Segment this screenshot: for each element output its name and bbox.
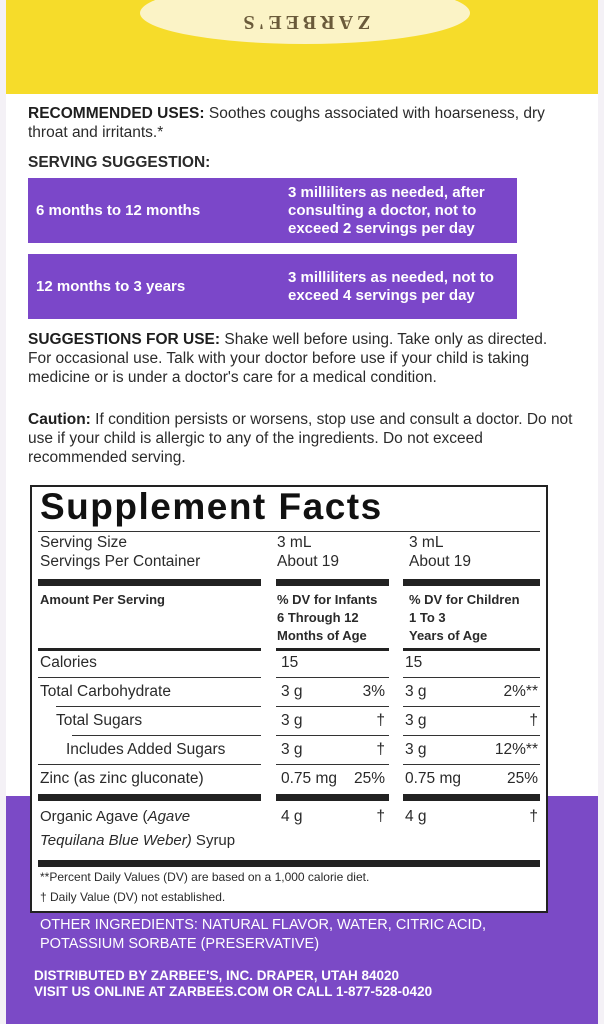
col2-dv: 12%**: [494, 741, 538, 758]
caution-label: Caution:: [28, 411, 91, 428]
other-ingredients: OTHER INGREDIENTS: NATURAL FLAVOR, WATER, CITRIC ACID, POTASSIUM SORBATE (PRESERVATIVE): [40, 917, 487, 952]
distributed-by: DISTRIBUTED BY ZARBEE'S, INC. DRAPER, UTAH 84020: [34, 968, 400, 983]
rule: [38, 648, 261, 651]
col2-header-line: % DV for Children: [409, 592, 520, 607]
suggestions-for-use: [28, 330, 574, 387]
supplement-facts-panel: [30, 485, 548, 913]
serving-amount: 3 milliliters as needed, not to exceed 4 servings per day: [288, 268, 494, 304]
agave-text: Organic Agave (: [40, 808, 148, 825]
nutrient-name: Total Sugars: [56, 712, 143, 729]
agave-text: Syrup: [191, 832, 236, 849]
col2-header-line: Years of Age: [409, 628, 488, 643]
divider: [276, 764, 389, 765]
col1-dv: 3%: [362, 683, 385, 700]
divider: [403, 735, 540, 736]
serving-row: [28, 178, 517, 243]
divider: [38, 677, 261, 678]
visit-us: VISIT US ONLINE AT ZARBEES.COM OR CALL 1-877-528-0420: [34, 984, 433, 999]
nutrient-name: Total Carbohydrate: [40, 683, 171, 700]
agave-italic: Agave: [147, 808, 191, 825]
col2-amount: 15: [405, 654, 423, 671]
col1-dv: †: [376, 808, 385, 825]
serving-age: 12 months to 3 years: [36, 278, 186, 295]
thick-rule: [403, 794, 540, 801]
thick-rule: [276, 579, 389, 586]
col1-amount: 4 g: [281, 808, 303, 825]
col2-servings: About 19: [409, 553, 472, 570]
col1-header: [277, 591, 377, 645]
servings-per-container-label: Servings Per Container: [40, 553, 201, 570]
divider: [403, 764, 540, 765]
amount-per-serving: Amount Per Serving: [40, 592, 165, 607]
divider: [276, 677, 389, 678]
col2-amount: 3 g: [405, 683, 427, 700]
col2-amount: 3 g: [405, 712, 427, 729]
col2-amount: 0.75 mg: [405, 770, 462, 787]
divider: [38, 531, 540, 532]
thick-rule: [276, 794, 389, 801]
col1-serving-size: 3 mL: [277, 534, 312, 551]
divider: [72, 735, 261, 736]
serving-amount: 3 milliliters as needed, after consulting a doctor, not to exceed 2 servings per day: [288, 183, 485, 237]
col1-servings: About 19: [277, 553, 340, 570]
suggestions-text: Shake well before using. Take only as directed. For occasional use. Talk with your doctor before use if your child is taking medicine or is under a doctor's care for a medical condition.: [28, 331, 548, 386]
recommended-uses-text: Soothes coughs associated with hoarseness, dry throat and irritants.*: [28, 105, 545, 141]
recommended-uses-label: RECOMMENDED USES:: [28, 105, 205, 122]
divider: [403, 677, 540, 678]
thick-rule: [38, 860, 540, 867]
col1-header-line: % DV for Infants: [277, 592, 378, 607]
serving-row: [28, 254, 517, 319]
col2-dv: †: [529, 808, 538, 825]
col1-amount: 3 g: [281, 741, 303, 758]
col1-amount: 15: [281, 654, 299, 671]
col1-amount: 0.75 mg: [281, 770, 338, 787]
top-band: [0, 0, 604, 94]
col1-header-line: Months of Age: [277, 628, 367, 643]
col1-dv: †: [376, 712, 385, 729]
left-edge: [0, 0, 6, 1024]
col2-dv: 25%: [506, 770, 538, 787]
col1-header-line: 6 Through 12: [277, 610, 359, 625]
caution: [28, 410, 574, 467]
col1-dv: 25%: [353, 770, 385, 787]
recommended-uses: [28, 104, 574, 142]
divider: [276, 735, 389, 736]
col2-dv: 2%**: [503, 683, 538, 700]
serving-suggestion-heading: SERVING SUGGESTION:: [28, 154, 211, 171]
col2-header-line: 1 To 3: [409, 610, 446, 625]
divider: [56, 706, 261, 707]
col2-header: [409, 591, 520, 645]
col2-amount: 4 g: [405, 808, 427, 825]
divider: [276, 706, 389, 707]
nutrient-name: Includes Added Sugars: [66, 741, 226, 758]
serving-age: 6 months to 12 months: [36, 202, 201, 219]
agave-name: [40, 805, 235, 853]
col2-amount: 3 g: [405, 741, 427, 758]
thick-rule: [38, 579, 261, 586]
agave-italic: Tequilana Blue Weber): [40, 832, 192, 849]
divider: [38, 764, 261, 765]
footnote-dagger: † Daily Value (DV) not established.: [40, 890, 226, 904]
brand-logo: ZARBEE'S: [239, 11, 371, 33]
right-edge: [598, 0, 604, 1024]
suggestions-label: SUGGESTIONS FOR USE:: [28, 331, 221, 348]
serving-size-label: Serving Size: [40, 534, 128, 551]
divider: [403, 706, 540, 707]
rule: [403, 648, 540, 651]
thick-rule: [403, 579, 540, 586]
col2-dv: †: [529, 712, 538, 729]
col1-amount: 3 g: [281, 683, 303, 700]
rule: [276, 648, 389, 651]
footnote-percent-dv: **Percent Daily Values (DV) are based on a 1,000 calorie diet.: [40, 870, 370, 884]
distributor-info: [34, 968, 574, 1000]
caution-text: If condition persists or worsens, stop use and consult a doctor. Do not use if your child is allergic to any of the ingredients. Do not exceed recommended serving.: [28, 411, 573, 466]
nutrient-name: Zinc (as zinc gluconate): [40, 770, 204, 787]
supplement-facts-title: Supplement Facts: [40, 486, 383, 527]
thick-rule: [38, 794, 261, 801]
col2-serving-size: 3 mL: [409, 534, 444, 551]
nutrient-name: Calories: [40, 654, 97, 671]
col1-amount: 3 g: [281, 712, 303, 729]
col1-dv: †: [376, 741, 385, 758]
